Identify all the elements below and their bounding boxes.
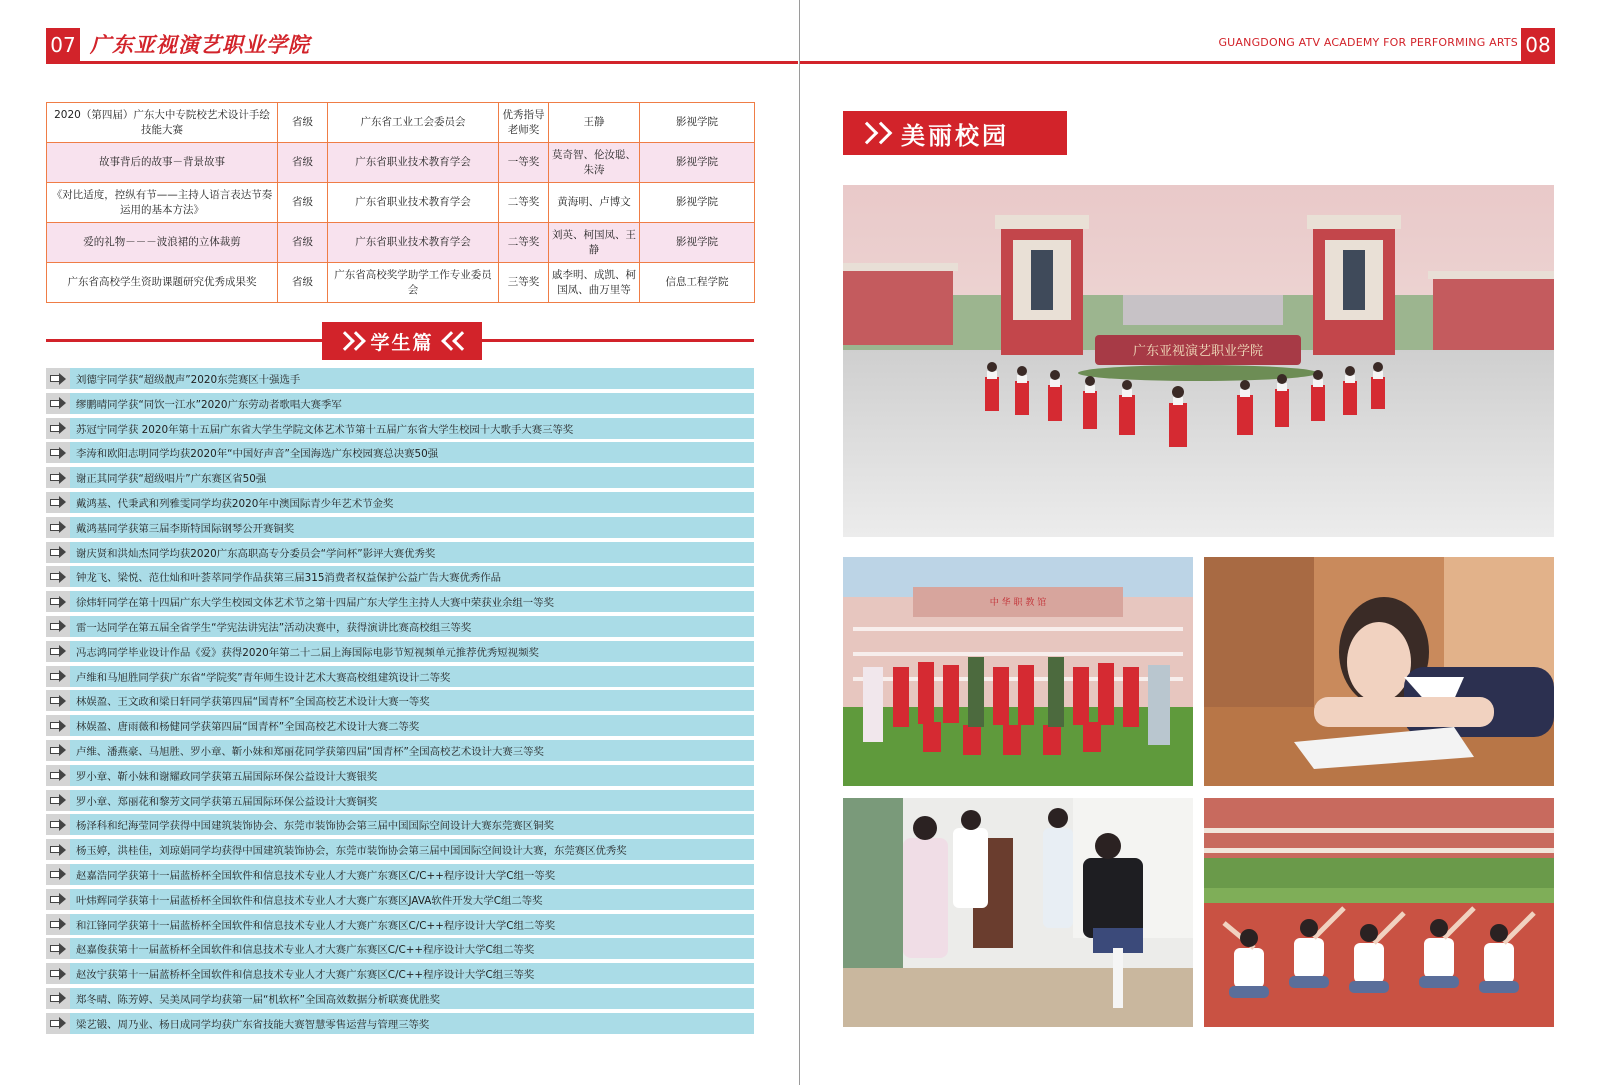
award-prize-cell: 三等奖 — [499, 263, 549, 303]
award-college-cell: 影视学院 — [640, 183, 755, 223]
list-item-text: 徐炜轩同学在第十四届广东大学生校园文体艺术节之第十四届广东大学生主持人大赛中荣获业余组一等奖 — [76, 597, 554, 610]
arrow-right-icon — [46, 814, 70, 835]
award-level-cell: 省级 — [278, 263, 328, 303]
campus-section-heading — [843, 111, 1067, 155]
award-prize-cell: 一等奖 — [499, 143, 549, 183]
arrow-right-icon — [46, 988, 70, 1009]
list-item — [46, 690, 754, 711]
list-item-text: 林娱盈、唐雨薇和杨健同学获第四届“国青杯”全国高校艺术设计大赛二等奖 — [76, 721, 420, 734]
list-item-text: 叶炜辉同学获第十一届蓝桥杯全国软件和信息技术专业人才大赛广东赛区JAVA软件开发大学C组二等奖 — [76, 894, 543, 907]
award-project-cell: 广东省高校学生资助课题研究优秀成果奖 — [47, 263, 278, 303]
list-item-text: 谢庆贤和洪灿杰同学均获2020广东高职高专分委员会“学问杯”影评大赛优秀奖 — [76, 547, 436, 560]
list-item — [46, 765, 754, 786]
right-page-number: 08 — [1521, 28, 1555, 62]
arrow-right-icon — [46, 616, 70, 637]
list-item-text: 苏冠宁同学获 2020年第十五届广东省大学生学院文体艺术节第十五届广东省大学生校园十大歌手大赛三等奖 — [76, 423, 574, 436]
award-college-cell: 影视学院 — [640, 223, 755, 263]
arrow-right-icon — [46, 542, 70, 563]
arrow-right-icon — [46, 963, 70, 984]
award-winners-cell: 莫奇智、伦汝聪、朱涛 — [549, 143, 640, 183]
list-item-text: 和江锋同学获第十一届蓝桥杯全国软件和信息技术专业人才大赛广东赛区C/C++程序设计大学C组二等奖 — [76, 919, 556, 932]
award-organizer-cell: 广东省高校奖学助学工作专业委员会 — [328, 263, 499, 303]
award-project-cell: 故事背后的故事－背景故事 — [47, 143, 278, 183]
list-item-text: 戴鸿基、代秉武和列雅雯同学均获2020年中澳国际青少年艺术节金奖 — [76, 497, 394, 510]
award-winners-cell: 刘英、柯国凤、王静 — [549, 223, 640, 263]
list-item — [46, 963, 754, 984]
list-item-text: 冯志鸿同学毕业设计作品《爱》获得2020年第二十二届上海国际电影节短视频单元推荐优秀短视频奖 — [76, 646, 539, 659]
arrow-right-icon — [46, 765, 70, 786]
list-item-text: 罗小章、郑丽花和黎芳文同学获第五届国际环保公益设计大赛铜奖 — [76, 795, 378, 808]
list-item-text: 卢维、潘燕豪、马旭胜、罗小章、靳小妹和郑丽花同学获第四届“国青杯”全国高校艺术设计大赛三等奖 — [76, 745, 544, 758]
arrow-right-icon — [46, 418, 70, 439]
list-item — [46, 542, 754, 563]
list-item-text: 雷一达同学在第五届全省学生“学宪法讲宪法”活动决赛中，获得演讲比赛高校组三等奖 — [76, 621, 472, 634]
campus-section-title: 美丽校园 — [901, 121, 1009, 150]
double-chevron-left-icon — [444, 334, 466, 348]
table-row — [47, 143, 755, 183]
list-item-text: 赵嘉浩同学获第十一届蓝桥杯全国软件和信息技术专业人才大赛广东赛区C/C++程序设计大学C组一等奖 — [76, 869, 556, 882]
table-row — [47, 263, 755, 303]
arrow-right-icon — [46, 839, 70, 860]
dorm-photo — [843, 798, 1193, 1027]
group-photo — [843, 557, 1193, 786]
table-row — [47, 183, 755, 223]
list-item — [46, 889, 754, 910]
award-organizer-cell: 广东省职业技术教育学会 — [328, 143, 499, 183]
arrow-right-icon — [46, 393, 70, 414]
arrow-right-icon — [46, 566, 70, 587]
table-row — [47, 103, 755, 143]
list-item-text: 戴鸿基同学获第三届李斯特国际钢琴公开赛铜奖 — [76, 522, 295, 535]
list-item-text: 钟龙飞、梁悦、范仕灿和叶荟萃同学作品获第三届315消费者权益保护公益广告大赛优秀作品 — [76, 572, 502, 585]
list-item — [46, 790, 754, 811]
arrow-right-icon — [46, 715, 70, 736]
award-prize-cell: 优秀指导老师奖 — [499, 103, 549, 143]
student-desk-photo — [1204, 557, 1554, 786]
list-item — [46, 740, 754, 761]
list-item-text: 杨泽科和纪海莹同学获得中国建筑装饰协会、东莞市装饰协会第三届中国国际空间设计大赛东莞赛区铜奖 — [76, 820, 554, 833]
list-item — [46, 1013, 754, 1034]
arrow-right-icon — [46, 517, 70, 538]
arrow-right-icon — [46, 740, 70, 761]
list-item — [46, 864, 754, 885]
list-item-text: 赵嘉俊获第十一届蓝桥杯全国软件和信息技术专业人才大赛广东赛区C/C++程序设计大学C组二等奖 — [76, 944, 535, 957]
award-winners-cell: 王静 — [549, 103, 640, 143]
arrow-right-icon — [46, 1013, 70, 1034]
list-item-text: 杨玉婷，洪桂佳，刘琼娟同学均获得中国建筑装饰协会，东莞市装饰协会第三届中国国际空间设计大赛，东莞赛区优秀奖 — [76, 845, 627, 858]
list-item-text: 梁艺锻、周乃业、杨日成同学均获广东省技能大赛智慧零售运营与管理三等奖 — [76, 1018, 430, 1031]
building-sign-text: 中 华 职 教 馆 — [989, 598, 1047, 608]
award-prize-cell: 二等奖 — [499, 223, 549, 263]
arrow-right-icon — [46, 442, 70, 463]
list-item — [46, 839, 754, 860]
sports-field-photo — [1204, 798, 1554, 1027]
double-chevron-right-icon — [859, 125, 887, 141]
award-level-cell: 省级 — [278, 223, 328, 263]
campus-gate-photo — [843, 185, 1554, 537]
list-item — [46, 616, 754, 637]
list-item — [46, 666, 754, 687]
list-item-text: 罗小章、靳小妹和谢耀政同学获第五届国际环保公益设计大赛银奖 — [76, 770, 378, 783]
award-organizer-cell: 广东省职业技术教育学会 — [328, 183, 499, 223]
arrow-right-icon — [46, 914, 70, 935]
list-item-text: 赵汝宁获第十一届蓝桥杯全国软件和信息技术专业人才大赛广东赛区C/C++程序设计大学C组三等奖 — [76, 969, 535, 982]
arrow-right-icon — [46, 690, 70, 711]
award-college-cell: 信息工程学院 — [640, 263, 755, 303]
list-item — [46, 517, 754, 538]
right-header-rule — [800, 61, 1555, 64]
list-item — [46, 368, 754, 389]
arrow-right-icon — [46, 864, 70, 885]
arrow-right-icon — [46, 641, 70, 662]
list-item — [46, 442, 754, 463]
arrow-right-icon — [46, 467, 70, 488]
list-item — [46, 641, 754, 662]
award-organizer-cell: 广东省职业技术教育学会 — [328, 223, 499, 263]
list-item — [46, 914, 754, 935]
student-awards-list — [46, 368, 754, 1038]
award-level-cell: 省级 — [278, 103, 328, 143]
list-item-text: 林娱盈、王文政和梁日轩同学获第四届“国青杯”全国高校艺术设计大赛一等奖 — [76, 696, 430, 709]
student-section-title: 学生篇 — [370, 331, 434, 354]
list-item — [46, 418, 754, 439]
award-level-cell: 省级 — [278, 143, 328, 183]
double-chevron-right-icon — [338, 334, 360, 348]
list-item-text: 刘德宇同学获“超级靓声”2020东莞赛区十强选手 — [76, 374, 301, 386]
list-item — [46, 814, 754, 835]
list-item — [46, 938, 754, 959]
award-level-cell: 省级 — [278, 183, 328, 223]
award-college-cell: 影视学院 — [640, 143, 755, 183]
gate-sign-text: 广东亚视演艺职业学院 — [1132, 344, 1264, 359]
list-item — [46, 492, 754, 513]
list-item-text: 谢正其同学获“超级唱片”广东赛区省50强 — [76, 473, 267, 486]
list-item-text: 卢维和马旭胜同学获广东省“学院奖”青年师生设计艺术大赛高校组建筑设计二等奖 — [76, 671, 451, 684]
school-name-en: GUANGDONG ATV ACADEMY FOR PERFORMING ARTS — [1218, 36, 1518, 49]
list-item — [46, 467, 754, 488]
school-name-cn: 广东亚视演艺职业学院 — [90, 32, 310, 57]
table-row — [47, 223, 755, 263]
list-item — [46, 393, 754, 414]
list-item — [46, 988, 754, 1009]
arrow-right-icon — [46, 368, 70, 389]
arrow-right-icon — [46, 666, 70, 687]
left-page-number: 07 — [46, 28, 80, 62]
award-project-cell: 爱的礼物－－－波浪裙的立体裁剪 — [47, 223, 278, 263]
arrow-right-icon — [46, 591, 70, 612]
award-organizer-cell: 广东省工业工会委员会 — [328, 103, 499, 143]
list-item — [46, 715, 754, 736]
award-project-cell: 《对比适度，控纵有节——主持人语言表达节奏运用的基本方法》 — [47, 183, 278, 223]
list-item — [46, 566, 754, 587]
arrow-right-icon — [46, 938, 70, 959]
award-college-cell: 影视学院 — [640, 103, 755, 143]
award-winners-cell: 黄海明、卢博文 — [549, 183, 640, 223]
arrow-right-icon — [46, 790, 70, 811]
awards-table — [46, 102, 755, 303]
list-item — [46, 591, 754, 612]
award-prize-cell: 二等奖 — [499, 183, 549, 223]
arrow-right-icon — [46, 492, 70, 513]
award-project-cell: 2020（第四届）广东大中专院校艺术设计手绘技能大赛 — [47, 103, 278, 143]
list-item-text: 缪鹏晴同学获“同饮一江水”2020广东劳动者歌唱大赛季军 — [76, 398, 342, 411]
list-item-text: 郑冬晴、陈芳婷、吴美凤同学均获第一届“机软杯”全国高效数据分析联赛优胜奖 — [76, 993, 441, 1006]
arrow-right-icon — [46, 889, 70, 910]
student-section-heading — [322, 322, 482, 360]
page-divider — [799, 0, 800, 1085]
left-header-rule — [46, 61, 798, 64]
award-winners-cell: 戚李明、成凯、柯国凤、曲万里等 — [549, 263, 640, 303]
list-item-text: 李涛和欧阳志明同学均获2020年“中国好声音”全国海选广东校园赛总决赛50强 — [76, 448, 439, 461]
